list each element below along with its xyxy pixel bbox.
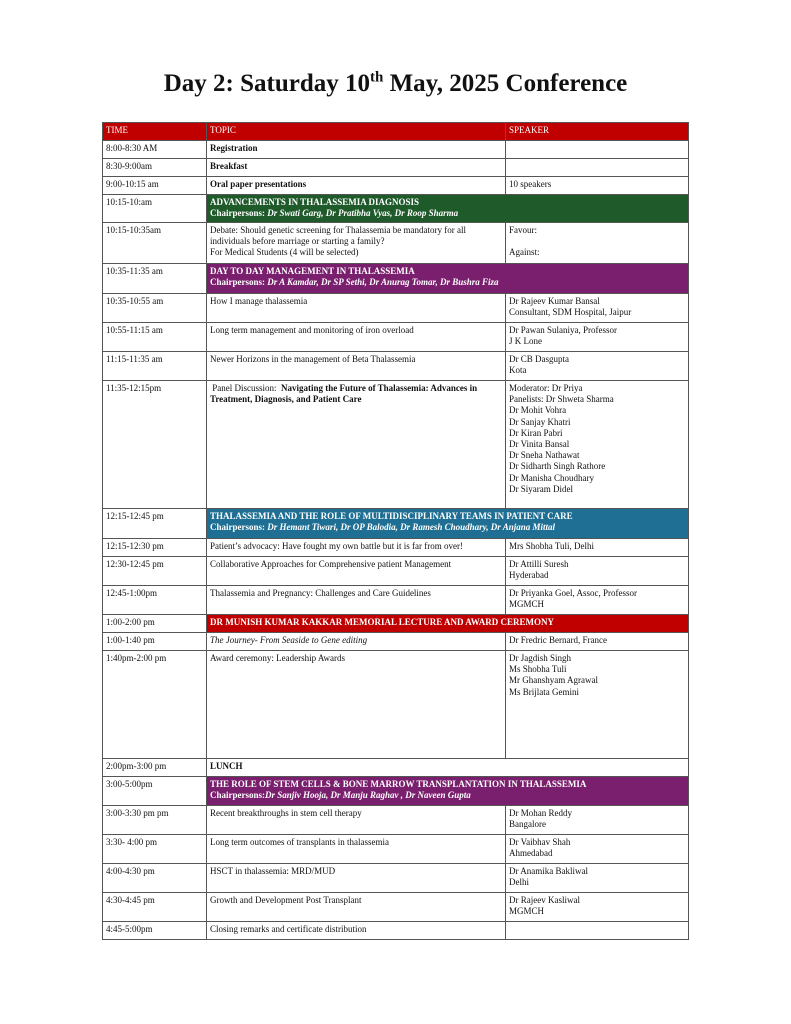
session-chairpersons <box>210 790 685 801</box>
speaker-line: Ahmedabad <box>509 848 553 859</box>
row-topic: Closing remarks and certificate distribution <box>207 922 506 940</box>
row-time: 3:30- 4:00 pm <box>103 835 207 864</box>
session-header <box>207 509 689 539</box>
row-topic: Registration <box>207 141 506 159</box>
speaker-line: Ms Shobha Tuli <box>509 664 567 675</box>
table-row <box>103 633 689 651</box>
table-row <box>103 159 689 177</box>
session-row <box>103 195 689 223</box>
table-row <box>103 835 689 864</box>
speaker-line: Dr Priyanka Goel, Assoc, Professor <box>509 588 637 598</box>
session-title: THE ROLE OF STEM CELLS & BONE MARROW TRANSPLANTATION IN THALASSEMIA <box>210 779 587 789</box>
speaker-line: Dr Siyaram Didel <box>509 483 573 494</box>
session-header <box>207 777 689 806</box>
speaker-line: Dr Attilli Suresh <box>509 559 569 569</box>
speaker-line: Dr CB Dasgupta <box>509 354 569 364</box>
speaker-line: Dr Kiran Pabri <box>509 427 563 438</box>
row-speaker: 10 speakers <box>506 177 689 195</box>
table-row <box>103 806 689 835</box>
header-speaker: SPEAKER <box>506 123 689 141</box>
row-topic: Newer Horizons in the management of Beta Thalassemia <box>207 352 506 381</box>
speaker-line: Bangalore <box>509 819 546 830</box>
table-row <box>103 651 689 759</box>
speaker-line: Panelists: Dr Shweta Sharma <box>509 394 614 405</box>
row-time: 10:15-10:am <box>103 195 207 223</box>
speaker-line: Mrs Shobha Tuli, Delhi <box>509 541 595 551</box>
row-time: 10:55-11:15 am <box>103 323 207 352</box>
row-topic: How I manage thalassemia <box>207 294 506 323</box>
session-chairpersons <box>210 277 685 288</box>
speaker-line: Dr Vaibhav Shah <box>509 837 571 847</box>
table-row <box>103 922 689 940</box>
chair-label: Chairpersons: <box>210 790 266 801</box>
row-time: 12:45-1:00pm <box>103 586 207 615</box>
speaker-line: Dr Vinita Bansal <box>509 439 570 450</box>
session-header <box>207 264 689 294</box>
chair-label: Chairpersons: <box>210 208 268 219</box>
session-row <box>103 777 689 806</box>
row-time: 4:30-4:45 pm <box>103 893 207 922</box>
header-topic: TOPIC <box>207 123 506 141</box>
row-topic: HSCT in thalassemia: MRD/MUD <box>207 864 506 893</box>
speaker-line: Dr Sanjay Khatri <box>509 416 571 427</box>
row-speaker <box>506 586 689 615</box>
session-row <box>103 615 689 633</box>
row-speaker <box>506 835 689 864</box>
speaker-line: Dr Mohan Reddy <box>509 808 572 818</box>
table-row <box>103 381 689 509</box>
row-topic: Collaborative Approaches for Comprehensive patient Management <box>207 557 506 586</box>
table-row <box>103 177 689 195</box>
row-speaker <box>506 633 689 651</box>
title-superscript: th <box>369 69 384 86</box>
row-time: 2:00pm-3:00 pm <box>103 759 207 777</box>
row-topic <box>207 223 506 264</box>
row-time: 3:00-3:30 pm pm <box>103 806 207 835</box>
row-time: 4:45-5:00pm <box>103 922 207 940</box>
topic-prefix: Panel Discussion: <box>210 383 281 393</box>
speaker-line: Against: <box>509 247 540 258</box>
chair-names: Dr Swati Garg, Dr Pratibha Vyas, Dr Roop Sharma <box>267 208 459 219</box>
row-speaker <box>506 922 689 940</box>
row-time: 10:35-10:55 am <box>103 294 207 323</box>
speaker-line: Dr Pawan Sulaniya, Professor <box>509 325 617 335</box>
speaker-line: MGMCH <box>509 906 545 917</box>
topic-line: For Medical Students (4 will be selected) <box>210 247 359 258</box>
row-speaker <box>506 381 689 509</box>
row-time: 10:15-10:35am <box>103 223 207 264</box>
row-speaker <box>506 294 689 323</box>
speaker-line: Consultant, SDM Hospital, Jaipur <box>509 307 632 318</box>
session-title: THALASSEMIA AND THE ROLE OF MULTIDISCIPLINARY TEAMS IN PATIENT CARE <box>210 511 573 521</box>
schedule-table <box>102 122 689 940</box>
row-time: 9:00-10:15 am <box>103 177 207 195</box>
row-time: 12:15-12:30 pm <box>103 539 207 557</box>
row-topic: Growth and Development Post Transplant <box>207 893 506 922</box>
row-speaker <box>506 893 689 922</box>
table-row <box>103 864 689 893</box>
row-speaker <box>506 223 689 264</box>
session-header <box>207 195 689 223</box>
speaker-line: Hyderabad <box>509 570 549 581</box>
row-time: 1:00-2:00 pm <box>103 615 207 633</box>
speaker-line: MGMCH <box>509 599 545 610</box>
row-speaker <box>506 141 689 159</box>
table-row <box>103 586 689 615</box>
row-speaker <box>506 557 689 586</box>
row-topic: Award ceremony: Leadership Awards <box>207 651 506 759</box>
session-title: DAY TO DAY MANAGEMENT IN THALASSEMIA <box>210 266 415 276</box>
row-topic: LUNCH <box>207 759 689 777</box>
speaker-line: Dr Anamika Bakliwal <box>509 866 588 876</box>
row-time: 8:00-8:30 AM <box>103 141 207 159</box>
table-row <box>103 352 689 381</box>
speaker-line: Dr Rajeev Kumar Bansal <box>509 296 600 306</box>
speaker-line: Dr Sneha Nathawat <box>509 450 580 461</box>
row-topic: Long term outcomes of transplants in thalassemia <box>207 835 506 864</box>
row-speaker <box>506 864 689 893</box>
row-topic: Recent breakthroughs in stem cell therapy <box>207 806 506 835</box>
speaker-line: Dr Fredric Bernard, France <box>509 635 607 645</box>
row-topic: Oral paper presentations <box>207 177 506 195</box>
chair-label: Chairpersons: <box>210 277 268 288</box>
speaker-line: Dr Sidharth Singh Rathore <box>509 461 606 472</box>
row-speaker <box>506 651 689 759</box>
speaker-line: Mr Ghanshyam Agrawal <box>509 675 598 686</box>
table-row <box>103 557 689 586</box>
row-time: 11:15-11:35 am <box>103 352 207 381</box>
speaker-line: J K Lone <box>509 336 542 347</box>
table-row <box>103 323 689 352</box>
chair-names: Dr Sanjiv Hooja, Dr Manju Raghav , Dr Naveen Gupta <box>265 790 471 801</box>
row-topic <box>207 381 506 509</box>
table-row <box>103 893 689 922</box>
speaker-line: Dr Rajeev Kasliwal <box>509 895 580 905</box>
row-topic: Thalassemia and Pregnancy: Challenges and Care Guidelines <box>207 586 506 615</box>
row-speaker <box>506 806 689 835</box>
row-time: 10:35-11:35 am <box>103 264 207 294</box>
row-topic: The Journey- From Seaside to Gene editing <box>207 633 506 651</box>
table-row <box>103 141 689 159</box>
session-title: DR MUNISH KUMAR KAKKAR MEMORIAL LECTURE AND AWARD CEREMONY <box>210 617 555 627</box>
session-title: ADVANCEMENTS IN THALASSEMIA DIAGNOSIS <box>210 197 419 207</box>
row-time: 1:00-1:40 pm <box>103 633 207 651</box>
row-topic: Long term management and monitoring of iron overload <box>207 323 506 352</box>
session-chairpersons <box>210 522 685 533</box>
session-header <box>207 615 689 633</box>
title-text-suffix: May, 2025 Conference <box>383 70 628 97</box>
session-row <box>103 264 689 294</box>
row-time: 8:30-9:00am <box>103 159 207 177</box>
table-row <box>103 539 689 557</box>
speaker-line: Dr Jagdish Singh <box>509 653 572 663</box>
speaker-line: Moderator: Dr Priya <box>509 383 583 393</box>
row-time: 3:00-5:00pm <box>103 777 207 806</box>
speaker-line: Dr Mohit Vohra <box>509 405 567 416</box>
table-row <box>103 223 689 264</box>
speaker-line: Dr Manisha Choudhary <box>509 472 594 483</box>
topic-line: Debate: Should genetic screening for Thalassemia be mandatory for all individuals before marriage or starting a family? <box>210 225 466 247</box>
speaker-line: Kota <box>509 365 527 376</box>
row-time: 12:15-12:45 pm <box>103 509 207 539</box>
speaker-line: Favour: <box>509 225 537 235</box>
page-title <box>0 70 791 98</box>
table-row <box>103 294 689 323</box>
row-speaker <box>506 323 689 352</box>
row-speaker <box>506 352 689 381</box>
session-row <box>103 509 689 539</box>
header-time: TIME <box>103 123 207 141</box>
table-header-row <box>103 123 689 141</box>
row-speaker <box>506 539 689 557</box>
chair-label: Chairpersons: <box>210 522 268 533</box>
table-row <box>103 759 689 777</box>
row-speaker <box>506 159 689 177</box>
row-time: 4:00-4:30 pm <box>103 864 207 893</box>
speaker-line: Ms Brijlata Gemini <box>509 686 579 697</box>
row-topic: Patient’s advocacy: Have fought my own battle but it is far from over! <box>207 539 506 557</box>
speaker-line: Delhi <box>509 877 529 888</box>
row-topic: Breakfast <box>207 159 506 177</box>
row-time: 12:30-12:45 pm <box>103 557 207 586</box>
chair-names: Dr Hemant Tiwari, Dr OP Balodia, Dr Ramesh Choudhary, Dr Anjana Mittal <box>267 522 555 533</box>
title-text: Day 2: Saturday 10 <box>163 70 370 97</box>
session-chairpersons <box>210 208 685 219</box>
row-time: 1:40pm-2:00 pm <box>103 651 207 759</box>
chair-names: Dr A Kamdar, Dr SP Sethi, Dr Anurag Tomar, Dr Bushra Fiza <box>267 277 499 288</box>
row-time: 11:35-12:15pm <box>103 381 207 509</box>
topic-bold: Navigating the Future of Thalassemia: Advances in Treatment, Diagnosis, and Patient Care <box>210 383 480 405</box>
